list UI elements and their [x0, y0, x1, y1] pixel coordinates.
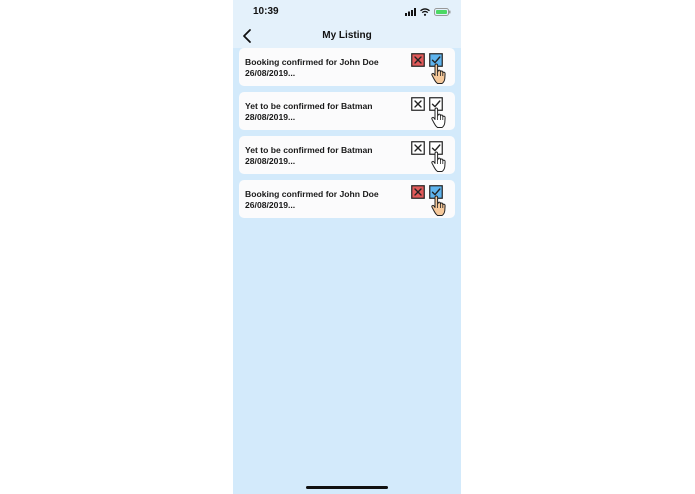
phone-screen	[233, 0, 461, 494]
listing-card[interactable]	[239, 48, 455, 86]
listing-title: Booking confirmed for John Doe	[245, 189, 379, 199]
wifi-icon	[420, 8, 430, 16]
listing-text	[245, 189, 395, 211]
listing-text	[245, 57, 395, 79]
listing-title: Yet to be confirmed for Batman	[245, 145, 373, 155]
listing-date: 28/08/2019...	[245, 112, 296, 122]
listing-actions	[411, 139, 447, 171]
listing-card[interactable]	[239, 136, 455, 174]
status-time: 10:39	[253, 6, 279, 17]
page-title: My Listing	[322, 30, 372, 41]
reject-x-icon[interactable]	[411, 53, 425, 67]
listing-title: Booking confirmed for John Doe	[245, 57, 379, 67]
listing-actions	[411, 95, 447, 127]
reject-x-icon[interactable]	[411, 185, 425, 199]
listing-actions	[411, 51, 447, 83]
listing-card[interactable]	[239, 180, 455, 218]
listing-card[interactable]	[239, 92, 455, 130]
accept-check-icon[interactable]	[429, 141, 443, 155]
reject-x-icon[interactable]	[411, 97, 425, 111]
listing-actions	[411, 183, 447, 215]
signal-icon	[405, 8, 416, 16]
reject-x-icon[interactable]	[411, 141, 425, 155]
listing-text	[245, 101, 395, 123]
accept-check-icon[interactable]	[429, 97, 443, 111]
status-bar	[233, 0, 461, 24]
accept-check-icon[interactable]	[429, 53, 443, 67]
listing-date: 26/08/2019...	[245, 200, 296, 210]
accept-check-icon[interactable]	[429, 185, 443, 199]
home-indicator[interactable]	[306, 486, 388, 489]
listing-text	[245, 145, 395, 167]
listing-list	[239, 48, 455, 224]
listing-title: Yet to be confirmed for Batman	[245, 101, 373, 111]
listing-date: 28/08/2019...	[245, 156, 296, 166]
navigation-bar	[233, 24, 461, 48]
battery-icon	[434, 8, 451, 16]
status-icons	[405, 7, 451, 17]
listing-date: 26/08/2019...	[245, 68, 296, 78]
